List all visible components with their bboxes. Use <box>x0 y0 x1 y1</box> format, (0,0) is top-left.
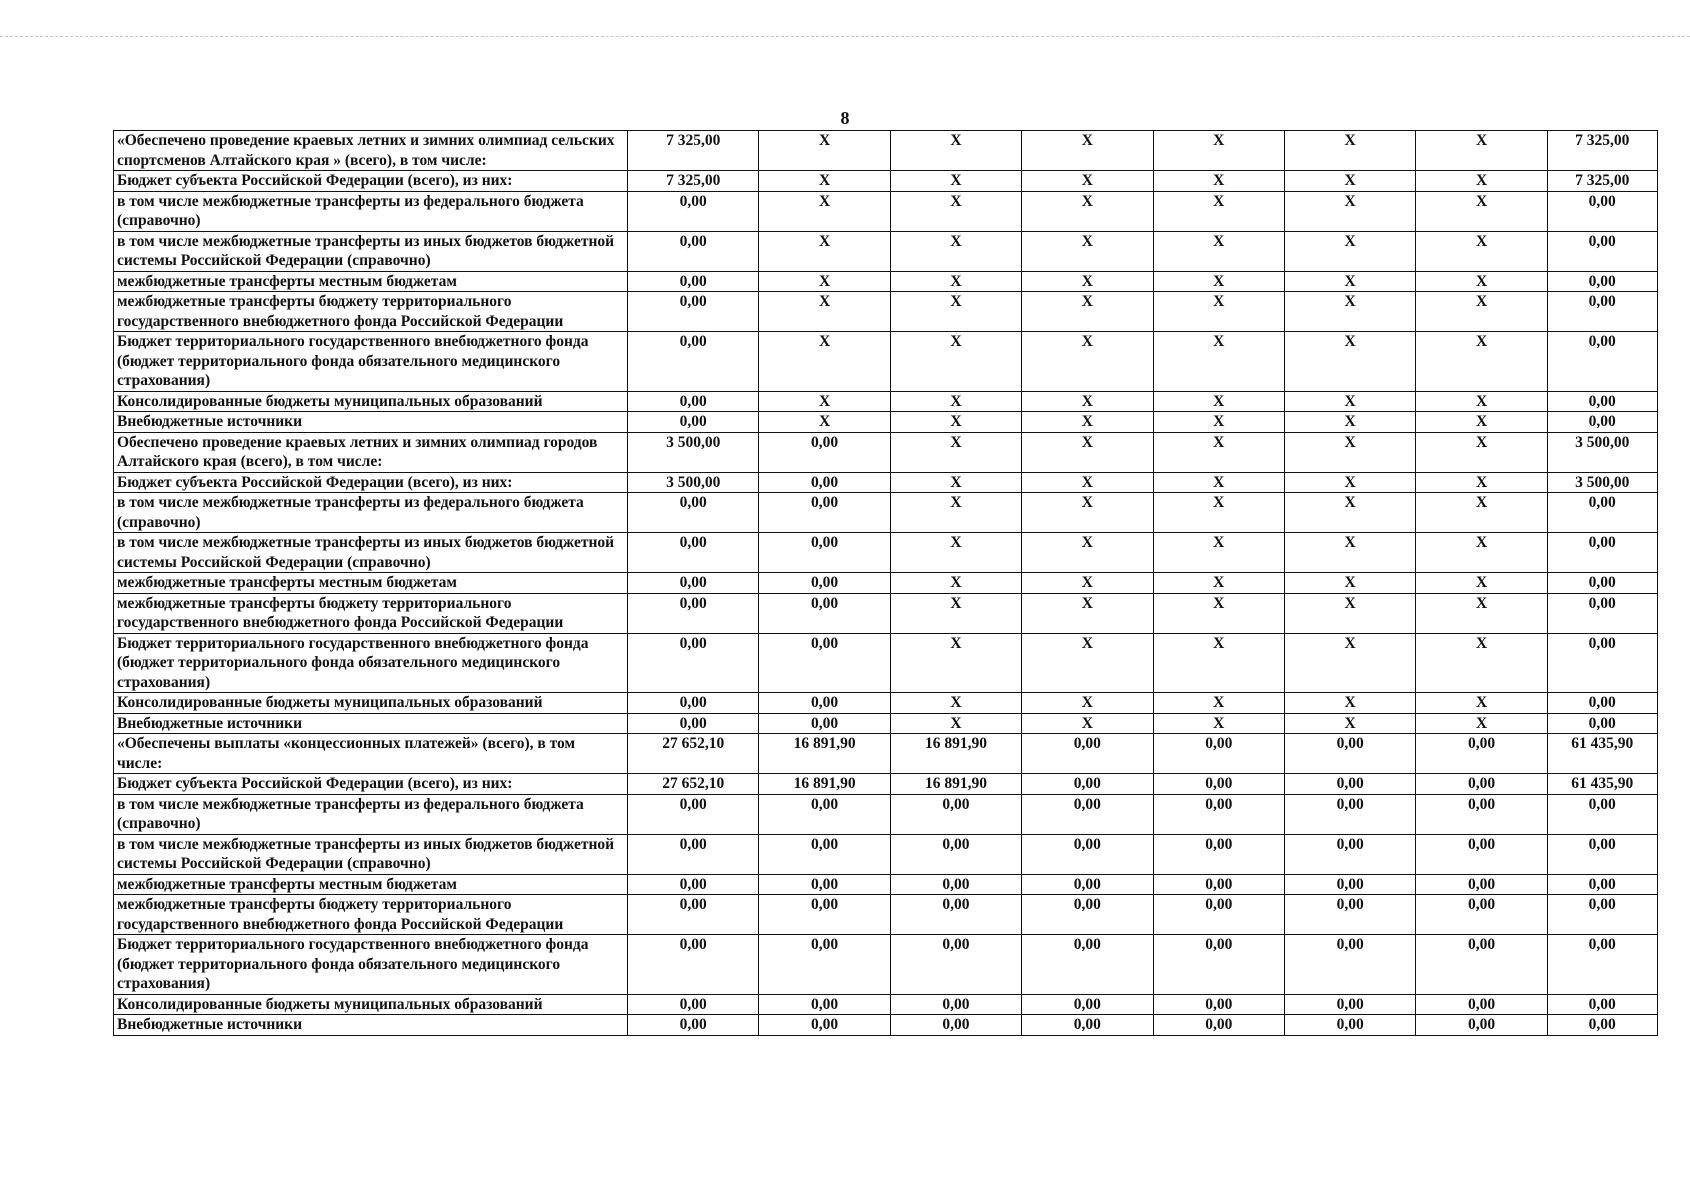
row-value-cell: 0,00 <box>628 713 759 734</box>
row-value-cell: 0,00 <box>1284 994 1415 1015</box>
row-value-cell: 0,00 <box>1022 834 1153 874</box>
table-row <box>114 935 1658 995</box>
row-value-cell: X <box>890 412 1021 433</box>
row-value-cell: X <box>759 231 890 271</box>
row-label: Внебюджетные источники <box>114 713 628 734</box>
row-label: «Обеспечены выплаты «концессионных платежей» (всего), в том числе: <box>114 734 628 774</box>
row-value-cell: 0,00 <box>759 493 890 533</box>
row-value-cell: X <box>759 391 890 412</box>
table-row <box>114 391 1658 412</box>
row-value-cell: 0,00 <box>1022 994 1153 1015</box>
row-value-cell: 0,00 <box>759 633 890 693</box>
row-value-cell: X <box>1416 171 1547 192</box>
row-value-cell: 0,00 <box>890 895 1021 935</box>
row-value-cell: X <box>1284 412 1415 433</box>
row-value-cell: X <box>1284 271 1415 292</box>
row-label: межбюджетные трансферты бюджету территориального государственного внебюджетного фонда Российской Федерации <box>114 895 628 935</box>
row-value-cell: X <box>890 391 1021 412</box>
row-value-cell: X <box>890 533 1021 573</box>
row-value-cell: 0,00 <box>1153 834 1284 874</box>
row-value-cell: 0,00 <box>1022 935 1153 995</box>
row-label: Бюджет субъекта Российской Федерации (всего), из них: <box>114 472 628 493</box>
row-value-cell: X <box>1416 191 1547 231</box>
row-value-cell: X <box>890 131 1021 171</box>
row-value-cell: 0,00 <box>1284 794 1415 834</box>
row-value-cell: 0,00 <box>1153 874 1284 895</box>
row-total-cell: 61 435,90 <box>1547 734 1657 774</box>
row-value-cell: X <box>1284 231 1415 271</box>
table-row <box>114 131 1658 171</box>
row-value-cell: 0,00 <box>628 292 759 332</box>
row-value-cell: X <box>1416 493 1547 533</box>
row-value-cell: X <box>1022 292 1153 332</box>
row-value-cell: 0,00 <box>1153 935 1284 995</box>
table-row <box>114 713 1658 734</box>
row-value-cell: 0,00 <box>759 713 890 734</box>
row-value-cell: X <box>1022 533 1153 573</box>
table-row <box>114 794 1658 834</box>
row-value-cell: 0,00 <box>1284 834 1415 874</box>
row-value-cell: X <box>890 573 1021 594</box>
row-value-cell: 0,00 <box>628 1015 759 1036</box>
row-value-cell: X <box>1153 533 1284 573</box>
row-total-cell: 0,00 <box>1547 391 1657 412</box>
row-value-cell: X <box>890 493 1021 533</box>
row-value-cell: 0,00 <box>759 573 890 594</box>
row-total-cell: 0,00 <box>1547 874 1657 895</box>
row-value-cell: X <box>1284 472 1415 493</box>
row-value-cell: X <box>1284 131 1415 171</box>
table-row <box>114 1015 1658 1036</box>
row-value-cell: X <box>1416 432 1547 472</box>
row-value-cell: 0,00 <box>759 834 890 874</box>
row-label: межбюджетные трансферты местным бюджетам <box>114 271 628 292</box>
row-value-cell: 0,00 <box>628 794 759 834</box>
row-value-cell: 0,00 <box>1153 794 1284 834</box>
row-label: межбюджетные трансферты местным бюджетам <box>114 573 628 594</box>
row-value-cell: 0,00 <box>628 994 759 1015</box>
row-value-cell: X <box>1153 472 1284 493</box>
row-value-cell: 0,00 <box>1153 895 1284 935</box>
row-value-cell: 0,00 <box>890 874 1021 895</box>
row-value-cell: X <box>1416 131 1547 171</box>
row-value-cell: X <box>890 432 1021 472</box>
row-value-cell: X <box>890 271 1021 292</box>
row-label: в том числе межбюджетные трансферты из федерального бюджета (справочно) <box>114 493 628 533</box>
row-value-cell: 7 325,00 <box>628 171 759 192</box>
row-label: «Обеспечено проведение краевых летних и зимних олимпиад сельских спортсменов Алтайского края » (всего), в том числе: <box>114 131 628 171</box>
table-row <box>114 693 1658 714</box>
row-value-cell: 0,00 <box>1416 774 1547 795</box>
row-value-cell: X <box>1022 593 1153 633</box>
row-value-cell: X <box>1022 271 1153 292</box>
row-value-cell: 0,00 <box>1284 895 1415 935</box>
row-value-cell: X <box>890 472 1021 493</box>
row-value-cell: X <box>1022 472 1153 493</box>
row-value-cell: X <box>1284 432 1415 472</box>
row-value-cell: 0,00 <box>1022 1015 1153 1036</box>
row-value-cell: 0,00 <box>759 895 890 935</box>
row-value-cell: 0,00 <box>890 834 1021 874</box>
table-row <box>114 171 1658 192</box>
row-total-cell: 0,00 <box>1547 1015 1657 1036</box>
row-value-cell: X <box>1022 231 1153 271</box>
row-value-cell: X <box>759 271 890 292</box>
row-value-cell: 0,00 <box>759 935 890 995</box>
row-value-cell: 0,00 <box>1416 874 1547 895</box>
row-value-cell: X <box>1153 412 1284 433</box>
table-row <box>114 895 1658 935</box>
row-value-cell: X <box>890 191 1021 231</box>
row-total-cell: 61 435,90 <box>1547 774 1657 795</box>
row-value-cell: X <box>1153 573 1284 594</box>
row-value-cell: 0,00 <box>759 1015 890 1036</box>
row-value-cell: X <box>1416 533 1547 573</box>
row-label: Обеспечено проведение краевых летних и зимних олимпиад городов Алтайского края (всего), в том числе: <box>114 432 628 472</box>
row-label: в том числе межбюджетные трансферты из иных бюджетов бюджетной системы Российской Федерации (справочно) <box>114 834 628 874</box>
row-value-cell: X <box>1153 131 1284 171</box>
row-value-cell: X <box>1416 593 1547 633</box>
row-value-cell: 3 500,00 <box>628 472 759 493</box>
row-value-cell: X <box>1022 693 1153 714</box>
row-value-cell: X <box>1153 231 1284 271</box>
row-total-cell: 3 500,00 <box>1547 472 1657 493</box>
row-value-cell: 0,00 <box>628 231 759 271</box>
table-row <box>114 332 1658 392</box>
row-value-cell: X <box>1153 271 1284 292</box>
row-value-cell: 0,00 <box>1022 734 1153 774</box>
row-value-cell: 16 891,90 <box>890 774 1021 795</box>
row-total-cell: 0,00 <box>1547 895 1657 935</box>
row-label: в том числе межбюджетные трансферты из федерального бюджета (справочно) <box>114 191 628 231</box>
row-value-cell: X <box>890 171 1021 192</box>
row-value-cell: 0,00 <box>759 994 890 1015</box>
row-value-cell: 0,00 <box>890 935 1021 995</box>
row-total-cell: 0,00 <box>1547 533 1657 573</box>
row-value-cell: 0,00 <box>1153 1015 1284 1036</box>
row-value-cell: X <box>1022 432 1153 472</box>
row-value-cell: 0,00 <box>628 412 759 433</box>
row-value-cell: 0,00 <box>628 693 759 714</box>
row-total-cell: 0,00 <box>1547 493 1657 533</box>
row-label: межбюджетные трансферты бюджету территориального государственного внебюджетного фонда Российской Федерации <box>114 593 628 633</box>
row-value-cell: X <box>1022 412 1153 433</box>
row-value-cell: 0,00 <box>628 895 759 935</box>
row-value-cell: 0,00 <box>1284 774 1415 795</box>
table-row <box>114 774 1658 795</box>
row-value-cell: X <box>1284 391 1415 412</box>
row-value-cell: X <box>1416 292 1547 332</box>
row-total-cell: 0,00 <box>1547 693 1657 714</box>
row-value-cell: X <box>890 593 1021 633</box>
row-value-cell: X <box>1153 633 1284 693</box>
row-value-cell: X <box>759 131 890 171</box>
row-value-cell: 0,00 <box>759 693 890 714</box>
row-value-cell: 0,00 <box>1284 1015 1415 1036</box>
row-total-cell: 0,00 <box>1547 633 1657 693</box>
row-value-cell: 0,00 <box>1022 874 1153 895</box>
row-value-cell: X <box>1022 171 1153 192</box>
row-value-cell: X <box>1153 493 1284 533</box>
row-value-cell: X <box>890 292 1021 332</box>
row-value-cell: 0,00 <box>1022 895 1153 935</box>
row-value-cell: 0,00 <box>759 432 890 472</box>
row-value-cell: X <box>890 713 1021 734</box>
row-value-cell: 0,00 <box>759 593 890 633</box>
table-row <box>114 834 1658 874</box>
row-value-cell: 0,00 <box>1416 895 1547 935</box>
row-value-cell: X <box>1153 191 1284 231</box>
row-value-cell: X <box>1153 432 1284 472</box>
row-value-cell: X <box>1416 573 1547 594</box>
row-value-cell: X <box>1284 573 1415 594</box>
row-value-cell: X <box>759 412 890 433</box>
row-value-cell: 16 891,90 <box>759 734 890 774</box>
row-value-cell: 0,00 <box>1022 794 1153 834</box>
row-value-cell: 0,00 <box>890 794 1021 834</box>
table-row <box>114 271 1658 292</box>
row-value-cell: 0,00 <box>1416 734 1547 774</box>
row-value-cell: 0,00 <box>1416 834 1547 874</box>
row-value-cell: 3 500,00 <box>628 432 759 472</box>
row-value-cell: 27 652,10 <box>628 774 759 795</box>
row-value-cell: X <box>759 171 890 192</box>
row-value-cell: 0,00 <box>1284 935 1415 995</box>
table-row <box>114 191 1658 231</box>
table-row <box>114 593 1658 633</box>
row-value-cell: X <box>1416 412 1547 433</box>
row-value-cell: X <box>1416 713 1547 734</box>
row-value-cell: 0,00 <box>890 994 1021 1015</box>
row-value-cell: X <box>1284 171 1415 192</box>
row-value-cell: 0,00 <box>1153 774 1284 795</box>
row-value-cell: X <box>1284 292 1415 332</box>
row-value-cell: 0,00 <box>628 533 759 573</box>
row-label: Внебюджетные источники <box>114 412 628 433</box>
row-value-cell: X <box>759 292 890 332</box>
row-value-cell: X <box>1022 131 1153 171</box>
row-value-cell: X <box>1022 493 1153 533</box>
row-value-cell: X <box>890 231 1021 271</box>
table-row <box>114 533 1658 573</box>
row-value-cell: X <box>1022 191 1153 231</box>
table-row <box>114 994 1658 1015</box>
row-value-cell: X <box>1022 332 1153 392</box>
row-value-cell: X <box>1284 593 1415 633</box>
row-value-cell: X <box>1153 332 1284 392</box>
row-value-cell: 27 652,10 <box>628 734 759 774</box>
row-label: Консолидированные бюджеты муниципальных образований <box>114 994 628 1015</box>
row-value-cell: X <box>1022 633 1153 693</box>
row-total-cell: 0,00 <box>1547 332 1657 392</box>
row-value-cell: X <box>1284 332 1415 392</box>
row-total-cell: 7 325,00 <box>1547 131 1657 171</box>
row-total-cell: 0,00 <box>1547 573 1657 594</box>
row-label: в том числе межбюджетные трансферты из федерального бюджета (справочно) <box>114 794 628 834</box>
row-value-cell: X <box>1284 493 1415 533</box>
row-value-cell: 0,00 <box>628 593 759 633</box>
row-label: Внебюджетные источники <box>114 1015 628 1036</box>
row-value-cell: 0,00 <box>759 533 890 573</box>
row-label: межбюджетные трансферты местным бюджетам <box>114 874 628 895</box>
row-value-cell: X <box>1416 231 1547 271</box>
row-value-cell: 0,00 <box>628 633 759 693</box>
row-value-cell: 0,00 <box>628 271 759 292</box>
row-value-cell: X <box>1416 271 1547 292</box>
row-total-cell: 0,00 <box>1547 593 1657 633</box>
table-row <box>114 412 1658 433</box>
row-total-cell: 0,00 <box>1547 794 1657 834</box>
row-value-cell: 16 891,90 <box>890 734 1021 774</box>
row-label: в том числе межбюджетные трансферты из иных бюджетов бюджетной системы Российской Федерации (справочно) <box>114 231 628 271</box>
table-row <box>114 874 1658 895</box>
row-label: Бюджет субъекта Российской Федерации (всего), из них: <box>114 774 628 795</box>
row-value-cell: X <box>1284 633 1415 693</box>
row-value-cell: 0,00 <box>1284 734 1415 774</box>
row-value-cell: X <box>1284 693 1415 714</box>
page-number: 8 <box>840 108 850 128</box>
row-value-cell: 0,00 <box>628 191 759 231</box>
row-value-cell: 0,00 <box>1022 774 1153 795</box>
row-value-cell: X <box>1416 693 1547 714</box>
row-total-cell: 0,00 <box>1547 834 1657 874</box>
row-value-cell: X <box>890 332 1021 392</box>
row-value-cell: 0,00 <box>628 874 759 895</box>
row-value-cell: X <box>1153 713 1284 734</box>
row-label: Бюджет территориального государственного внебюджетного фонда (бюджет территориального фонда обязательного медицинского страхования) <box>114 332 628 392</box>
row-label: Бюджет субъекта Российской Федерации (всего), из них: <box>114 171 628 192</box>
row-value-cell: 0,00 <box>1153 994 1284 1015</box>
row-value-cell: 16 891,90 <box>759 774 890 795</box>
row-total-cell: 0,00 <box>1547 412 1657 433</box>
row-value-cell: X <box>1284 191 1415 231</box>
row-value-cell: X <box>1284 713 1415 734</box>
row-label: Консолидированные бюджеты муниципальных образований <box>114 391 628 412</box>
row-total-cell: 0,00 <box>1547 271 1657 292</box>
row-value-cell: X <box>1153 693 1284 714</box>
row-value-cell: X <box>1022 573 1153 594</box>
budget-table-body <box>114 131 1658 1036</box>
row-total-cell: 3 500,00 <box>1547 432 1657 472</box>
row-value-cell: 0,00 <box>759 874 890 895</box>
table-row <box>114 472 1658 493</box>
row-value-cell: X <box>1416 391 1547 412</box>
row-value-cell: X <box>759 332 890 392</box>
table-row <box>114 231 1658 271</box>
row-value-cell: 0,00 <box>628 935 759 995</box>
row-label: Бюджет территориального государственного внебюджетного фонда (бюджет территориального фонда обязательного медицинского страхования) <box>114 935 628 995</box>
table-row <box>114 292 1658 332</box>
row-total-cell: 0,00 <box>1547 935 1657 995</box>
row-value-cell: X <box>890 693 1021 714</box>
row-value-cell: 0,00 <box>628 573 759 594</box>
table-row <box>114 493 1658 533</box>
row-value-cell: X <box>1022 391 1153 412</box>
row-value-cell: 7 325,00 <box>628 131 759 171</box>
row-total-cell: 0,00 <box>1547 292 1657 332</box>
row-value-cell: 0,00 <box>1416 994 1547 1015</box>
table-row <box>114 734 1658 774</box>
row-value-cell: 0,00 <box>1416 794 1547 834</box>
row-value-cell: 0,00 <box>890 1015 1021 1036</box>
scan-border-line <box>0 36 1690 37</box>
row-value-cell: X <box>1416 472 1547 493</box>
row-value-cell: 0,00 <box>1416 1015 1547 1036</box>
row-value-cell: X <box>1153 292 1284 332</box>
table-row <box>114 633 1658 693</box>
row-value-cell: X <box>890 633 1021 693</box>
row-value-cell: 0,00 <box>628 834 759 874</box>
row-value-cell: X <box>1153 593 1284 633</box>
row-label: в том числе межбюджетные трансферты из иных бюджетов бюджетной системы Российской Федерации (справочно) <box>114 533 628 573</box>
row-value-cell: 0,00 <box>1284 874 1415 895</box>
row-total-cell: 7 325,00 <box>1547 171 1657 192</box>
row-value-cell: 0,00 <box>628 493 759 533</box>
row-label: Консолидированные бюджеты муниципальных образований <box>114 693 628 714</box>
row-value-cell: 0,00 <box>1153 734 1284 774</box>
row-value-cell: 0,00 <box>628 391 759 412</box>
table-row <box>114 573 1658 594</box>
table-row <box>114 432 1658 472</box>
row-value-cell: 0,00 <box>1416 935 1547 995</box>
row-value-cell: X <box>1416 332 1547 392</box>
row-label: межбюджетные трансферты бюджету территориального государственного внебюджетного фонда Российской Федерации <box>114 292 628 332</box>
row-total-cell: 0,00 <box>1547 713 1657 734</box>
row-total-cell: 0,00 <box>1547 994 1657 1015</box>
row-value-cell: 0,00 <box>628 332 759 392</box>
row-value-cell: X <box>1153 391 1284 412</box>
row-value-cell: 0,00 <box>759 794 890 834</box>
row-value-cell: X <box>1022 713 1153 734</box>
row-value-cell: X <box>1284 533 1415 573</box>
row-total-cell: 0,00 <box>1547 191 1657 231</box>
row-total-cell: 0,00 <box>1547 231 1657 271</box>
row-label: Бюджет территориального государственного внебюджетного фонда (бюджет территориального фонда обязательного медицинского страхования) <box>114 633 628 693</box>
row-value-cell: X <box>1416 633 1547 693</box>
budget-table <box>113 130 1658 1036</box>
row-value-cell: X <box>759 191 890 231</box>
row-value-cell: 0,00 <box>759 472 890 493</box>
row-value-cell: X <box>1153 171 1284 192</box>
